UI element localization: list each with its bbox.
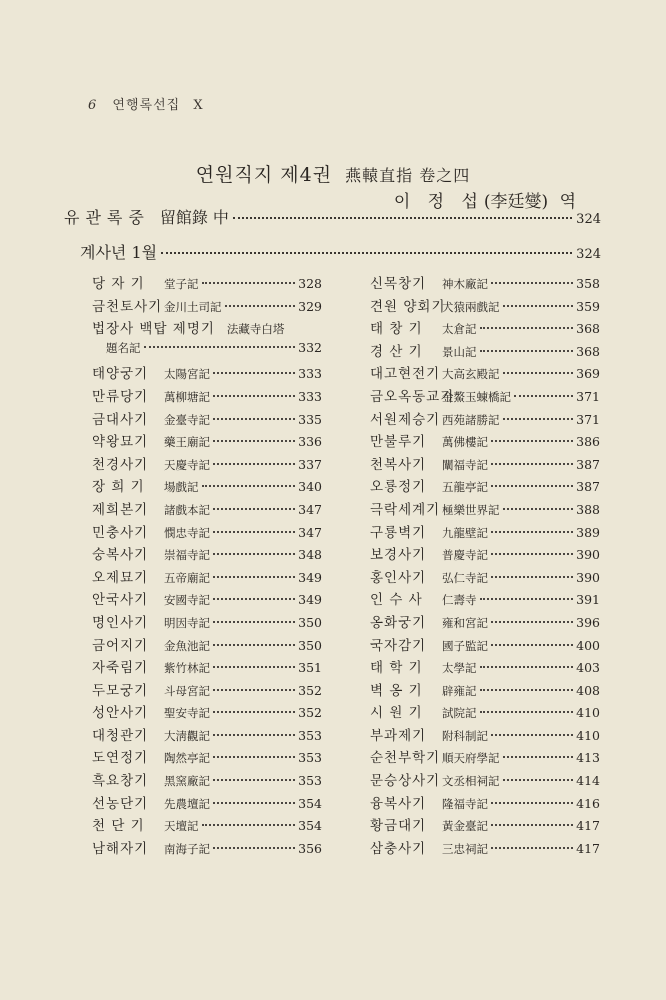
dot-leader (213, 621, 295, 623)
entry-title-hanja: 斗母宮記 (164, 683, 210, 698)
entry-title-korean: 황금대기 (370, 818, 427, 835)
entry-page: 417 (576, 840, 600, 856)
entry-title-hanja: 大高玄殿記 (442, 367, 500, 382)
entry-title-hanja: 三忠祠記 (442, 841, 488, 856)
dot-leader (503, 372, 574, 374)
entry-title-hanja: 犬猿兩戲記 (442, 299, 500, 314)
dot-leader (491, 847, 573, 849)
entry-title-korean: 오룡정기 (370, 479, 427, 496)
toc-entry[interactable] (92, 385, 322, 408)
entry-page: 371 (576, 411, 600, 427)
entry-title-korean: 문승상사기 (370, 773, 441, 790)
entry-title-korean: 오제묘기 (92, 569, 149, 586)
section-entry[interactable] (80, 240, 601, 263)
entry-title-hanja: 場戲記 (164, 480, 199, 495)
dot-leader (213, 756, 295, 758)
toc-entry[interactable] (370, 701, 600, 724)
toc-entry[interactable] (370, 317, 600, 340)
entry-page: 417 (576, 818, 600, 834)
toc-entry[interactable] (92, 769, 322, 792)
dot-leader (202, 485, 296, 487)
entry-page: 368 (576, 343, 600, 359)
entry-page: 416 (576, 795, 600, 811)
entry-title-korean: 만류당기 (92, 388, 149, 405)
translator-role: 역 (559, 192, 582, 212)
entry-page: 387 (576, 456, 600, 472)
entry-title-korean: 금대사기 (92, 411, 149, 428)
entry-title-hanja: 陶然亭記 (164, 751, 210, 766)
entry-title-korean: 융복사기 (370, 795, 427, 812)
entry-page: 353 (298, 773, 322, 789)
dot-leader (213, 734, 295, 736)
entry-title-korean: 두모궁기 (92, 682, 149, 699)
entry-title-korean: 서원제승기 (370, 411, 441, 428)
dot-leader (213, 418, 295, 420)
page-number: 6 (88, 98, 98, 113)
entry-page: 328 (298, 276, 322, 291)
entry-title-hanja: 紫竹林記 (164, 661, 210, 676)
entry-page: 333 (298, 388, 322, 404)
entry-page: 354 (298, 818, 322, 834)
entry-page: 414 (576, 773, 600, 789)
entry-page: 336 (298, 434, 322, 450)
entry-title-hanja: 萬佛樓記 (442, 435, 488, 450)
toc-entry[interactable] (370, 634, 600, 657)
dot-leader (213, 779, 295, 781)
entry-page: 350 (298, 614, 322, 630)
entry-title-korean: 민충사기 (92, 524, 149, 541)
entry-title-hanja: 先農壇記 (164, 796, 210, 811)
dot-leader (213, 847, 295, 849)
entry-page: 347 (298, 501, 322, 517)
toc-entry[interactable] (370, 295, 600, 318)
section-page: 324 (576, 212, 601, 227)
entry-title-korean: 명인사기 (92, 614, 149, 631)
dot-leader (213, 576, 295, 578)
entry-title-hanja: 文丞相祠記 (442, 774, 500, 789)
entry-title-hanja: 安國寺記 (164, 593, 210, 608)
entry-title-korean: 흑요창기 (92, 773, 149, 790)
entry-title-korean: 천경사기 (92, 456, 149, 473)
dot-leader (225, 305, 296, 307)
entry-page: 410 (576, 705, 600, 721)
entry-page: 333 (298, 366, 322, 382)
dot-leader (491, 440, 573, 442)
dot-leader (480, 327, 574, 329)
chapter-title-hanja: 燕轅直指 卷之四 (345, 166, 471, 185)
entry-title-hanja: 題名記 (106, 340, 141, 355)
entry-title-hanja: 南海子記 (164, 841, 210, 856)
entry-title-korean: 시 원 기 (370, 705, 423, 722)
toc-entry[interactable] (92, 792, 322, 815)
entry-title-hanja: 太陽宮記 (164, 367, 210, 382)
entry-page: 340 (298, 479, 322, 495)
toc-entry[interactable] (92, 701, 322, 724)
entry-title-hanja: 憫忠寺記 (164, 525, 210, 540)
entry-title-hanja: 國子監記 (442, 638, 488, 653)
entry-title-hanja: 法藏寺白塔 (226, 322, 285, 337)
entry-title-hanja: 天壇記 (164, 819, 199, 834)
section-title-korean: 계사년 1월 (80, 243, 158, 262)
entry-title-hanja: 天慶寺記 (164, 457, 210, 472)
dot-leader (202, 824, 296, 826)
entry-title-hanja: 金魚池記 (164, 638, 210, 653)
dot-leader (491, 576, 573, 578)
toc-entry[interactable] (92, 656, 322, 679)
entry-title-korean: 제희본기 (92, 501, 149, 518)
entry-title-hanja: 雍和宮記 (442, 615, 488, 630)
toc-entry[interactable] (92, 611, 322, 634)
dot-leader (491, 553, 573, 555)
toc-entry[interactable] (92, 814, 322, 837)
entry-title-korean: 금오옥동교기 (370, 388, 455, 405)
toc-entry[interactable] (92, 317, 322, 340)
volume-number: X (193, 98, 204, 113)
toc-entry[interactable] (92, 295, 322, 318)
entry-title-korean: 견원 양회기 (370, 298, 446, 315)
toc-entry[interactable] (92, 521, 322, 544)
entry-page: 391 (576, 592, 600, 608)
entry-page: 353 (298, 750, 322, 766)
entry-title-hanja: 太學記 (442, 661, 477, 676)
entry-title-korean: 안국사기 (92, 592, 149, 609)
entry-page: 350 (298, 637, 322, 653)
dot-leader (503, 779, 574, 781)
entry-page: 359 (576, 298, 600, 314)
dot-leader (491, 734, 573, 736)
entry-title-hanja: 萬柳塘記 (164, 389, 210, 404)
entry-title-korean: 도연정기 (92, 750, 149, 767)
toc-entry[interactable] (370, 475, 600, 498)
entry-title-hanja: 五帝廟記 (164, 570, 210, 585)
toc-entry[interactable] (92, 837, 322, 860)
toc-entry[interactable] (370, 498, 600, 521)
entry-page: 332 (298, 339, 322, 355)
translator-name-hanja: (李廷燮) (483, 192, 549, 212)
dot-leader (213, 372, 295, 374)
section-title-korean: 유관록중 (64, 208, 150, 227)
entry-title-korean: 부과제기 (370, 727, 427, 744)
toc-entry[interactable] (92, 746, 322, 769)
dot-leader (491, 802, 573, 804)
entry-title-hanja: 藥王廟記 (164, 435, 210, 450)
entry-title-korean: 금어지기 (92, 637, 149, 654)
entry-page: 403 (576, 660, 600, 676)
entry-page: 353 (298, 727, 322, 743)
section-title-hanja: 留館錄 中 (159, 208, 229, 227)
toc-entry[interactable] (92, 634, 322, 657)
entry-page: 390 (576, 547, 600, 563)
dot-leader (213, 802, 295, 804)
toc-entry[interactable] (370, 679, 600, 702)
entry-title-hanja: 隆福寺記 (442, 796, 488, 811)
entry-page: 358 (576, 276, 600, 291)
toc-entry[interactable] (92, 475, 322, 498)
toc-entry[interactable] (92, 272, 322, 295)
toc-entry[interactable] (370, 430, 600, 453)
dot-leader (503, 756, 574, 758)
entry-title-korean: 장 희 기 (92, 479, 145, 496)
entry-title-hanja: 極樂世界記 (442, 502, 500, 517)
dot-leader (213, 440, 295, 442)
toc-entry[interactable] (370, 408, 600, 431)
toc-entry[interactable] (370, 385, 600, 408)
entry-title-hanja: 仁壽寺 (442, 593, 477, 608)
entry-page: 347 (298, 524, 322, 540)
entry-title-hanja: 闡福寺記 (442, 457, 488, 472)
toc-entry[interactable] (370, 746, 600, 769)
dot-leader (514, 395, 573, 397)
dot-leader (491, 644, 573, 646)
entry-title-hanja: 弘仁寺記 (442, 570, 488, 585)
entry-title-hanja: 順天府學記 (442, 751, 500, 766)
toc-entry[interactable] (92, 566, 322, 589)
toc-entry[interactable] (92, 543, 322, 566)
entry-title-korean: 대청관기 (92, 727, 149, 744)
entry-page: 349 (298, 592, 322, 608)
entry-title-korean: 대고현전기 (370, 366, 441, 383)
entry-title-korean: 태 학 기 (370, 660, 423, 677)
toc-entry[interactable] (370, 340, 600, 363)
entry-page: 389 (576, 524, 600, 540)
entry-title-hanja: 金鰲玉蝀橋記 (442, 389, 511, 404)
toc-entry[interactable] (92, 453, 322, 476)
dot-leader (491, 531, 573, 533)
entry-title-korean: 만불루기 (370, 434, 427, 451)
toc-entry[interactable] (92, 588, 322, 611)
entry-title-korean: 옹화궁기 (370, 614, 427, 631)
entry-title-korean: 벽 옹 기 (370, 682, 423, 699)
entry-title-hanja: 金臺寺記 (164, 412, 210, 427)
toc-entry[interactable] (370, 837, 600, 860)
entry-page: 400 (576, 637, 600, 653)
dot-leader (491, 824, 573, 826)
dot-leader (503, 418, 574, 420)
dot-leader (213, 644, 295, 646)
dot-leader (233, 217, 572, 219)
entry-title-korean: 숭복사기 (92, 547, 149, 564)
entry-page: 354 (298, 795, 322, 811)
entry-title-korean: 국자감기 (370, 637, 427, 654)
entry-title-hanja: 大淸觀記 (164, 728, 210, 743)
toc-entry[interactable] (92, 430, 322, 453)
entry-title-korean: 인 수 사 (370, 592, 423, 609)
dot-leader (503, 305, 574, 307)
entry-page: 368 (576, 321, 600, 337)
entry-page: 356 (298, 840, 322, 856)
toc-entry[interactable] (370, 769, 600, 792)
entry-title-korean: 성안사기 (92, 705, 149, 722)
entry-title-korean: 극락세계기 (370, 501, 441, 518)
toc-entry[interactable] (370, 362, 600, 385)
toc-entry[interactable] (92, 340, 322, 363)
dot-leader (202, 282, 296, 284)
toc-entry[interactable] (370, 566, 600, 589)
toc-entry[interactable] (92, 679, 322, 702)
dot-leader (213, 711, 295, 713)
entry-title-korean: 보경사기 (370, 547, 427, 564)
entry-title-hanja: 黃金臺記 (442, 819, 488, 834)
entry-title-hanja: 金川土司記 (164, 299, 222, 314)
toc-entry[interactable] (370, 272, 600, 295)
translator-name: 이 정 섭 (393, 192, 484, 212)
entry-title-korean: 금천토사기 (92, 298, 163, 315)
toc-entry[interactable] (370, 521, 600, 544)
entry-page: 369 (576, 366, 600, 382)
entry-title-hanja: 普慶寺記 (442, 548, 488, 563)
entry-title-hanja: 西苑諸勝記 (442, 412, 500, 427)
toc-entry[interactable] (92, 498, 322, 521)
running-header (88, 94, 204, 113)
dot-leader (491, 621, 573, 623)
entry-title-korean: 홍인사기 (370, 569, 427, 586)
dot-leader (480, 598, 574, 600)
dot-leader (491, 282, 573, 284)
dot-leader (213, 508, 295, 510)
entry-title-korean: 자죽림기 (92, 660, 149, 677)
dot-leader (161, 252, 572, 254)
entry-title-hanja: 辟雍記 (442, 683, 477, 698)
dot-leader (213, 395, 295, 397)
section-page: 324 (576, 247, 601, 262)
entry-title-korean: 구룡벽기 (370, 524, 427, 541)
toc-entry[interactable] (370, 724, 600, 747)
entry-title-hanja: 試院記 (442, 706, 477, 721)
entry-page: 329 (298, 298, 322, 314)
entry-page: 413 (576, 750, 600, 766)
toc-entry[interactable] (370, 792, 600, 815)
entry-title-korean: 약왕묘기 (92, 434, 149, 451)
dot-leader (213, 598, 295, 600)
dot-leader (480, 711, 574, 713)
dot-leader (213, 689, 295, 691)
toc-entry[interactable] (370, 543, 600, 566)
entry-title-korean: 경 산 기 (370, 343, 423, 360)
dot-leader (213, 463, 295, 465)
entry-page: 351 (298, 660, 322, 676)
entry-page: 335 (298, 411, 322, 427)
toc-entry[interactable] (370, 656, 600, 679)
dot-leader (213, 666, 295, 668)
section-entry[interactable] (64, 205, 601, 228)
series-title: 연행록선집 (112, 98, 181, 113)
chapter-title (0, 160, 666, 187)
entry-title-korean: 삼충사기 (370, 840, 427, 857)
entry-title-hanja: 五龍亭記 (442, 480, 488, 495)
dot-leader (480, 350, 574, 352)
toc-entry[interactable] (92, 362, 322, 385)
entry-title-korean: 선농단기 (92, 795, 149, 812)
entry-title-hanja: 聖安寺記 (164, 706, 210, 721)
entry-page: 396 (576, 614, 600, 630)
toc-entry[interactable] (370, 611, 600, 634)
dot-leader (491, 463, 573, 465)
entry-title-hanja: 附科制記 (442, 728, 488, 743)
entry-page: 388 (576, 501, 600, 517)
entry-page: 352 (298, 682, 322, 698)
entry-page: 387 (576, 479, 600, 495)
entry-page: 352 (298, 705, 322, 721)
entry-page: 371 (576, 388, 600, 404)
entry-title-hanja: 太倉記 (442, 322, 477, 337)
entry-title-korean: 순천부학기 (370, 750, 441, 767)
entry-title-hanja: 堂子記 (164, 277, 199, 291)
entry-page: 337 (298, 456, 322, 472)
entry-title-hanja: 明因寺記 (164, 615, 210, 630)
entry-page: 386 (576, 434, 600, 450)
toc-entry[interactable] (370, 588, 600, 611)
entry-page: 348 (298, 547, 322, 563)
entry-title-korean: 천 단 기 (92, 818, 145, 835)
entry-title-hanja: 景山記 (442, 344, 477, 359)
toc-entry[interactable] (370, 453, 600, 476)
entry-title-korean: 법장사 백탑 제명기 (92, 321, 215, 338)
entry-title-korean: 태 창 기 (370, 321, 423, 338)
entry-page: 349 (298, 569, 322, 585)
entry-title-korean: 당 자 기 (92, 276, 145, 292)
entry-title-korean: 천복사기 (370, 456, 427, 473)
entry-title-hanja: 崇福寺記 (164, 548, 210, 563)
dot-leader (144, 346, 296, 348)
entry-title-korean: 남해자기 (92, 840, 149, 857)
toc-entry[interactable] (92, 724, 322, 747)
entry-title-hanja: 九龍壁記 (442, 525, 488, 540)
toc-entry[interactable] (92, 408, 322, 431)
chapter-title-korean: 연원직지 제4권 (195, 164, 333, 186)
entry-title-korean: 신목창기 (370, 276, 427, 292)
entry-page: 408 (576, 682, 600, 698)
dot-leader (491, 485, 573, 487)
entry-page: 390 (576, 569, 600, 585)
entry-title-hanja: 神木廠記 (442, 277, 488, 291)
dot-leader (213, 531, 295, 533)
entry-page: 410 (576, 727, 600, 743)
entry-title-hanja: 諸戲本記 (164, 502, 210, 517)
dot-leader (480, 689, 574, 691)
dot-leader (213, 553, 295, 555)
toc-entry[interactable] (370, 814, 600, 837)
entry-title-korean: 태양궁기 (92, 366, 149, 383)
toc-left-column (92, 272, 322, 859)
dot-leader (480, 666, 574, 668)
dot-leader (503, 508, 574, 510)
toc-right-column (370, 272, 600, 859)
entry-title-hanja: 黑窯廠記 (164, 774, 210, 789)
